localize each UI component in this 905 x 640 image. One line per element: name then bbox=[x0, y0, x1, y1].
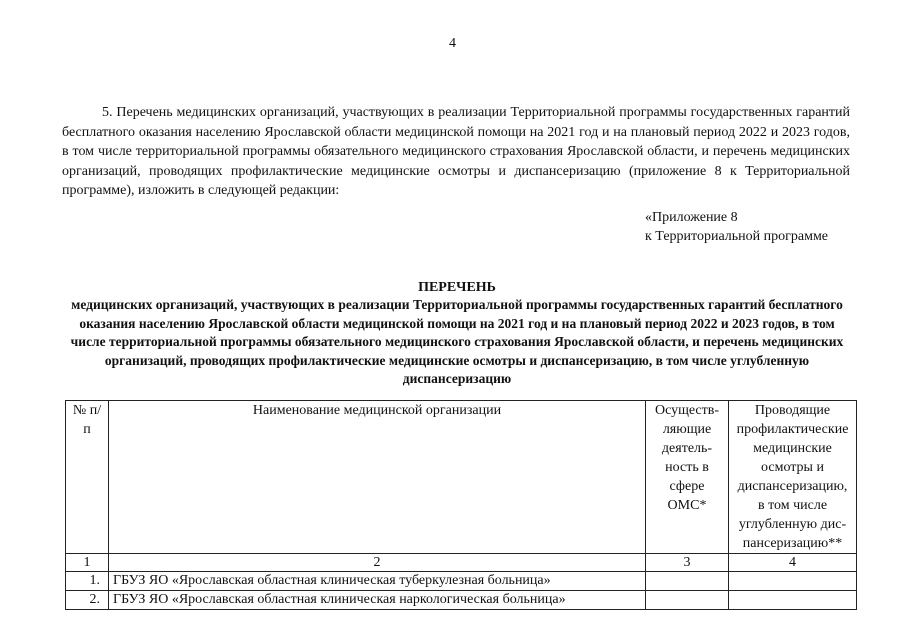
column-number: 4 bbox=[729, 554, 857, 572]
prevention-cell bbox=[729, 591, 857, 610]
oms-cell bbox=[646, 572, 729, 591]
table-row bbox=[66, 591, 857, 610]
appendix-note bbox=[645, 208, 828, 246]
header-num: № п/п bbox=[66, 401, 109, 554]
organizations-table bbox=[65, 400, 857, 610]
header-oms: Осуществ-ляющие деятель-ность в сфере ОМС* bbox=[646, 401, 729, 554]
row-number: 2. bbox=[66, 591, 109, 610]
document-subheading: медицинских организаций, участвующих в реализации Территориальной программы государственных гарантий бесплатного оказания населению Ярославской области медицинской помощи на 2021 год и на плановый период 2022 и 2023 годов, в том числе территориальной программы обязательного медицинского страхования Ярославской области, и перечень медицинских организаций, проводящих профилактические медицинские осмотры и диспансеризацию, в том числе углубленную диспансеризацию bbox=[70, 297, 844, 386]
row-number: 1. bbox=[66, 572, 109, 591]
header-prevention: Проводящие профилактические медицинские осмотры и диспансеризацию, в том числе углубленную дис-пансеризацию** bbox=[729, 401, 857, 554]
column-number-row bbox=[66, 554, 857, 572]
column-number: 2 bbox=[109, 554, 646, 572]
intro-paragraph: 5. Перечень медицинских организаций, участвующих в реализации Территориальной программы государственных гарантий бесплатного оказания населению Ярославской области медицинской помощи на 2021 год и на плановый период 2022 и 2023 годов, в том числе территориальной программы обязательного медицинского страхования Ярославской области, и перечень медицинских организаций, проводящих профилактические медицинские осмотры и диспансеризацию (приложение 8 к Территориальной программе), изложить в следующей редакции: bbox=[62, 105, 850, 198]
oms-cell bbox=[646, 591, 729, 610]
page-number: 4 bbox=[449, 36, 456, 51]
appendix-line-2: к Территориальной программе bbox=[645, 229, 829, 244]
document-heading: ПЕРЕЧЕНЬ bbox=[418, 280, 496, 295]
appendix-line-1: «Приложение 8 bbox=[645, 210, 738, 225]
organization-name: ГБУЗ ЯО «Ярославская областная клиническая наркологическая больница» bbox=[109, 591, 646, 610]
table-header-row bbox=[66, 401, 857, 554]
header-name: Наименование медицинской организации bbox=[109, 401, 646, 554]
organization-name: ГБУЗ ЯО «Ярославская областная клиническая туберкулезная больница» bbox=[109, 572, 646, 591]
prevention-cell bbox=[729, 572, 857, 591]
column-number: 1 bbox=[66, 554, 109, 572]
column-number: 3 bbox=[646, 554, 729, 572]
table-row bbox=[66, 572, 857, 591]
